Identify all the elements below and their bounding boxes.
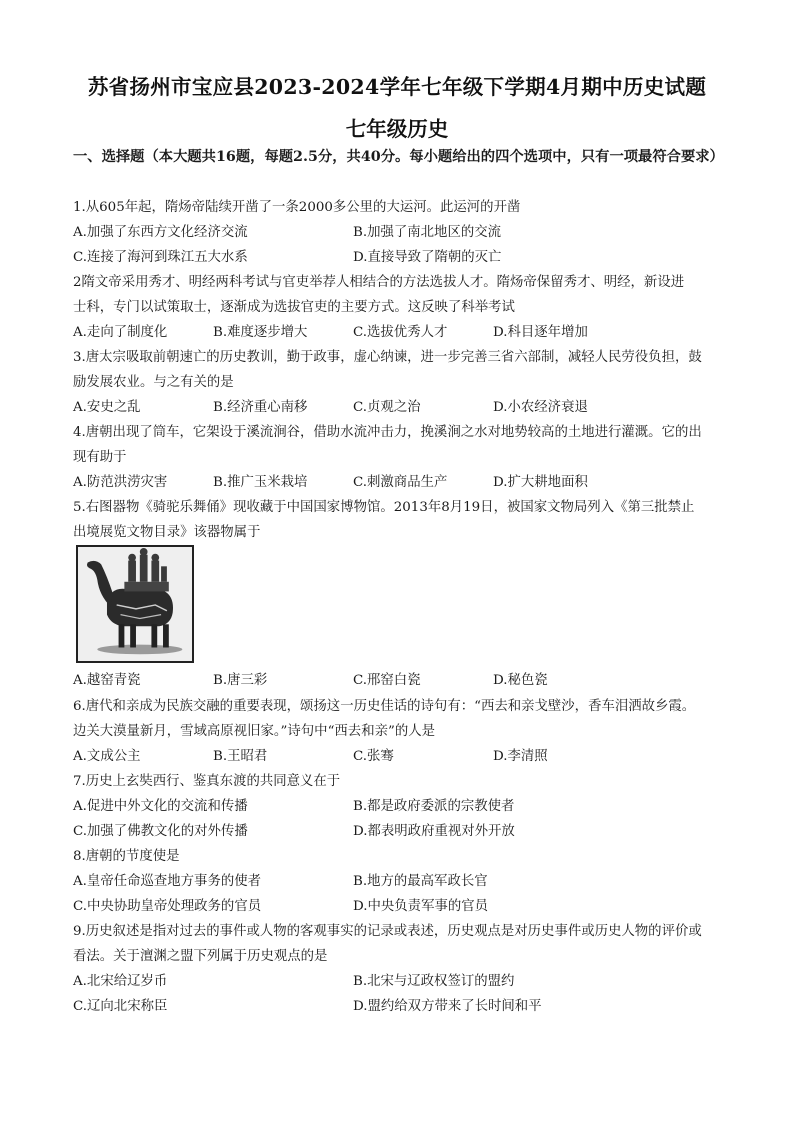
stem-line: 3.唐太宗吸取前朝速亡的历史教训，勤于政事，虚心纳谏，进一步完善三省六部制，减轻人民劳役负担，鼓 [73,350,702,365]
option-c: C.刺激商品生产 [353,475,448,490]
question-3-stem [73,345,733,395]
option-c: C.连接了海河到珠江五大水系 [73,250,248,265]
option-b: B.王昭君 [213,749,268,764]
exam-title: 苏省扬州市宝应县2023-2024学年七年级下学期4月期中历史试题 [87,75,707,99]
option-a: A.皇帝任命巡查地方事务的使者 [73,874,262,889]
stem-line: 7.历史上玄奘西行、鉴真东渡的共同意义在于 [73,774,341,789]
option-d: D.都表明政府重视对外开放 [353,824,515,839]
option-b: B.难度逐步增大 [213,325,308,340]
option-b: B.经济重心南移 [213,400,308,415]
question-9-options-row-2 [73,994,733,1019]
camel-figurine-image [76,545,194,663]
option-d: D.小农经济衰退 [493,400,588,415]
stem-line: 8.唐朝的节度使是 [73,849,180,864]
stem-line: 4.唐朝出现了筒车，它架设于溪流涧谷，借助水流冲击力，挽溪涧之水对地势较高的土地进行灌溉。它的出 [73,425,702,440]
option-a: A.防范洪涝灾害 [73,475,168,490]
question-2-options [73,320,733,345]
option-c: C.贞观之治 [353,400,421,415]
question-9-stem [73,919,733,969]
option-d: D.李清照 [493,749,548,764]
question-6-stem [73,694,733,744]
option-d: D.直接导致了隋朝的灭亡 [353,250,502,265]
option-c: C.中央协助皇帝处理政务的官员 [73,899,262,914]
question-8-options-row-2 [73,894,733,919]
option-c: C.辽向北宋称臣 [73,999,168,1014]
option-c: C.张骞 [353,749,394,764]
question-9-options-row-1 [73,969,733,994]
question-7-options-row-1 [73,794,733,819]
stem-line: 出境展览文物目录》该器物属于 [73,525,261,540]
option-b: B.唐三彩 [213,673,268,688]
question-1-options-row-2 [73,245,733,270]
option-a: A.加强了东西方文化经济交流 [73,225,248,240]
option-d: D.秘色瓷 [493,673,548,688]
option-a: A.促进中外文化的交流和传播 [73,799,248,814]
question-7-stem [73,769,733,794]
stem-line: 9.历史叙述是指对过去的事件或人物的客观事实的记录或表述，历史观点是对历史事件或历史人物的评价或 [73,924,702,939]
option-b: B.推广玉米栽培 [213,475,308,490]
exam-subtitle: 七年级历史 [345,117,449,141]
question-7-options-row-2 [73,819,733,844]
question-4-options [73,470,733,495]
option-d: D.科目逐年增加 [493,325,588,340]
option-c: C.邢窑白瓷 [353,673,421,688]
stem-line: 士科，专门以试策取士，逐渐成为选拔官吏的主要方式。这反映了科举考试 [73,300,515,315]
section-heading: 一、选择题（本大题共16题，每题2.5分，共40分。每小题给出的四个选项中，只有一项最符合要求） [73,149,724,165]
stem-line: 看法。关于澶渊之盟下列属于历史观点的是 [73,949,328,964]
question-5-options [73,668,733,693]
stem-line: 励发展农业。与之有关的是 [73,375,234,390]
question-3-options [73,395,733,420]
option-a: A.安史之乱 [73,400,141,415]
question-4-stem [73,420,733,470]
question-8-options-row-1 [73,869,733,894]
question-2-stem [73,270,733,320]
option-d: D.中央负责军事的官员 [353,899,489,914]
stem-line: 边关大漠量新月，雪域高原视旧家。”诗句中“西去和亲”的人是 [73,724,435,739]
stem-line: 2隋文帝采用秀才、明经两科考试与官吏举荐人相结合的方法选拔人才。隋炀帝保留秀才、明经，新设进 [73,275,685,290]
stem-line: 现有助于 [73,450,127,465]
option-b: B.北宋与辽政权签订的盟约 [353,974,515,989]
stem-line: 1.从605年起，隋炀帝陆续开凿了一条2000多公里的大运河。此运河的开凿 [73,200,521,215]
option-b: B.加强了南北地区的交流 [353,225,502,240]
question-1-options-row-1 [73,220,733,245]
option-a: A.走向了制度化 [73,325,168,340]
question-6-options [73,744,733,769]
stem-line: 6.唐代和亲成为民族交融的重要表现，颂扬这一历史佳话的诗句有：“西去和亲戈壁沙，香车泪洒故乡霞。 [73,699,696,714]
option-a: A.文成公主 [73,749,141,764]
question-8-stem [73,844,733,869]
question-5-stem [73,495,733,545]
option-a: A.越窑青瓷 [73,673,141,688]
option-b: B.都是政府委派的宗教使者 [353,799,515,814]
option-c: C.加强了佛教文化的对外传播 [73,824,248,839]
option-a: A.北宋给辽岁币 [73,974,168,989]
option-c: C.选拔优秀人才 [353,325,448,340]
option-d: D.扩大耕地面积 [493,475,588,490]
question-1-stem [73,195,733,220]
camel-figurine-drawing [78,547,192,661]
option-b: B.地方的最高军政长官 [353,874,488,889]
option-d: D.盟约给双方带来了长时间和平 [353,999,542,1014]
stem-line: 5.右图器物《骑驼乐舞俑》现收藏于中国国家博物馆。2013年8月19日，被国家文物局列入《第三批禁止 [73,500,695,515]
